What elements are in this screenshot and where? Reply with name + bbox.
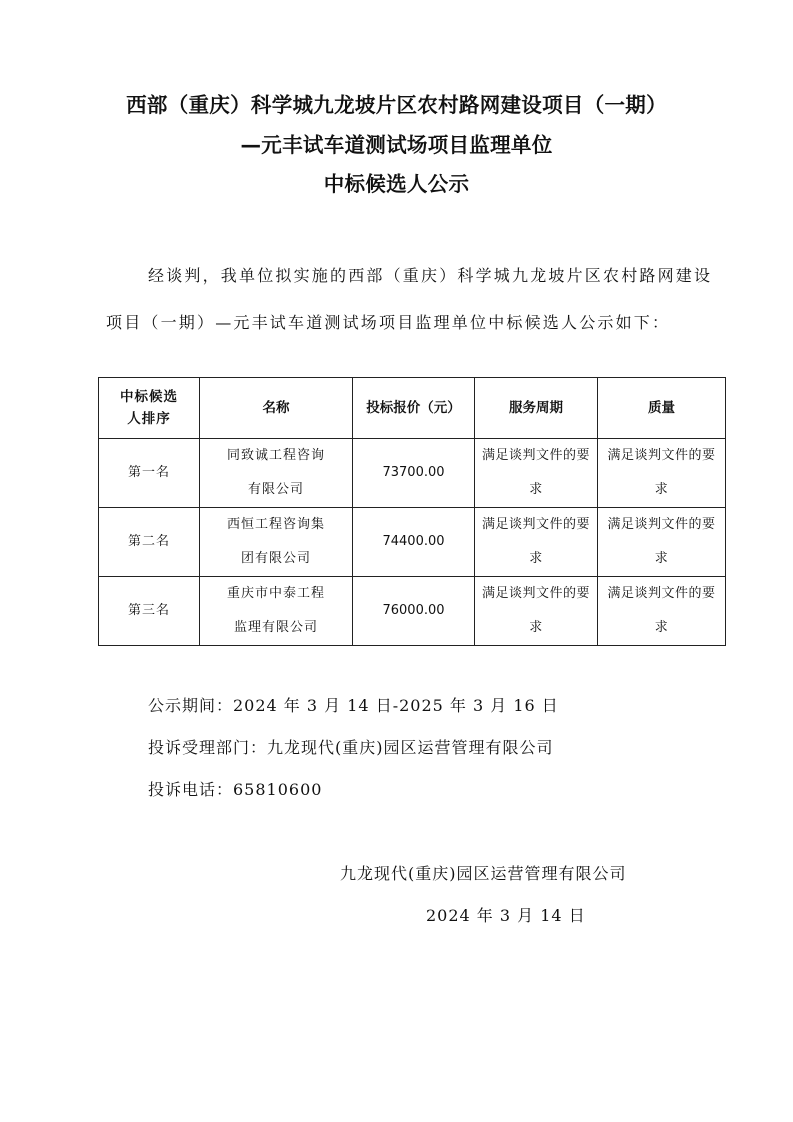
table-row: [99, 508, 726, 577]
cell-quality: 满足谈判文件的要求: [598, 508, 726, 577]
signature-company: 九龙现代(重庆)园区运营管理有限公司: [340, 864, 627, 883]
cell-period: 满足谈判文件的要求: [475, 439, 598, 508]
cell-name: 同致诚工程咨询有限公司: [200, 439, 353, 508]
document-title-line1: 西部（重庆）科学城九龙坡片区农村路网建设项目（一期）: [126, 93, 667, 117]
cell-rank: 第二名: [99, 508, 200, 577]
table-header-row: [99, 378, 726, 439]
col-header-name: 名称: [200, 378, 353, 439]
table-row: [99, 439, 726, 508]
cell-price: 76000.00: [353, 577, 475, 646]
cell-rank: 第三名: [99, 577, 200, 646]
cell-period: 满足谈判文件的要求: [475, 508, 598, 577]
cell-name: 西恒工程咨询集团有限公司: [200, 508, 353, 577]
document-title-line3: 中标候选人公示: [323, 172, 470, 196]
publicity-period: 公示期间：2024 年 3 月 14 日-2025 年 3 月 16 日: [148, 696, 559, 715]
col-header-rank: 中标候选人排序: [99, 378, 200, 439]
col-header-quality: 质量: [598, 378, 726, 439]
cell-price: 73700.00: [353, 439, 475, 508]
intro-paragraph-line1: 经谈判，我单位拟实施的西部（重庆）科学城九龙坡片区农村路网建设: [148, 266, 713, 285]
col-header-period: 服务周期: [475, 378, 598, 439]
table-row: [99, 577, 726, 646]
intro-paragraph-line2: 项目（一期）—元丰试车道测试场项目监理单位中标候选人公示如下：: [106, 313, 671, 332]
cell-quality: 满足谈判文件的要求: [598, 577, 726, 646]
cell-rank: 第一名: [99, 439, 200, 508]
complaint-department: 投诉受理部门：九龙现代(重庆)园区运营管理有限公司: [148, 738, 554, 757]
cell-name: 重庆市中泰工程监理有限公司: [200, 577, 353, 646]
cell-period: 满足谈判文件的要求: [475, 577, 598, 646]
signature-date: 2024 年 3 月 14 日: [426, 906, 586, 925]
candidate-table: [98, 377, 726, 646]
complaint-phone: 投诉电话：65810600: [148, 780, 323, 799]
document-title-line2: —元丰试车道测试场项目监理单位: [240, 133, 553, 157]
col-header-price: 投标报价（元）: [353, 378, 475, 439]
cell-price: 74400.00: [353, 508, 475, 577]
cell-quality: 满足谈判文件的要求: [598, 439, 726, 508]
